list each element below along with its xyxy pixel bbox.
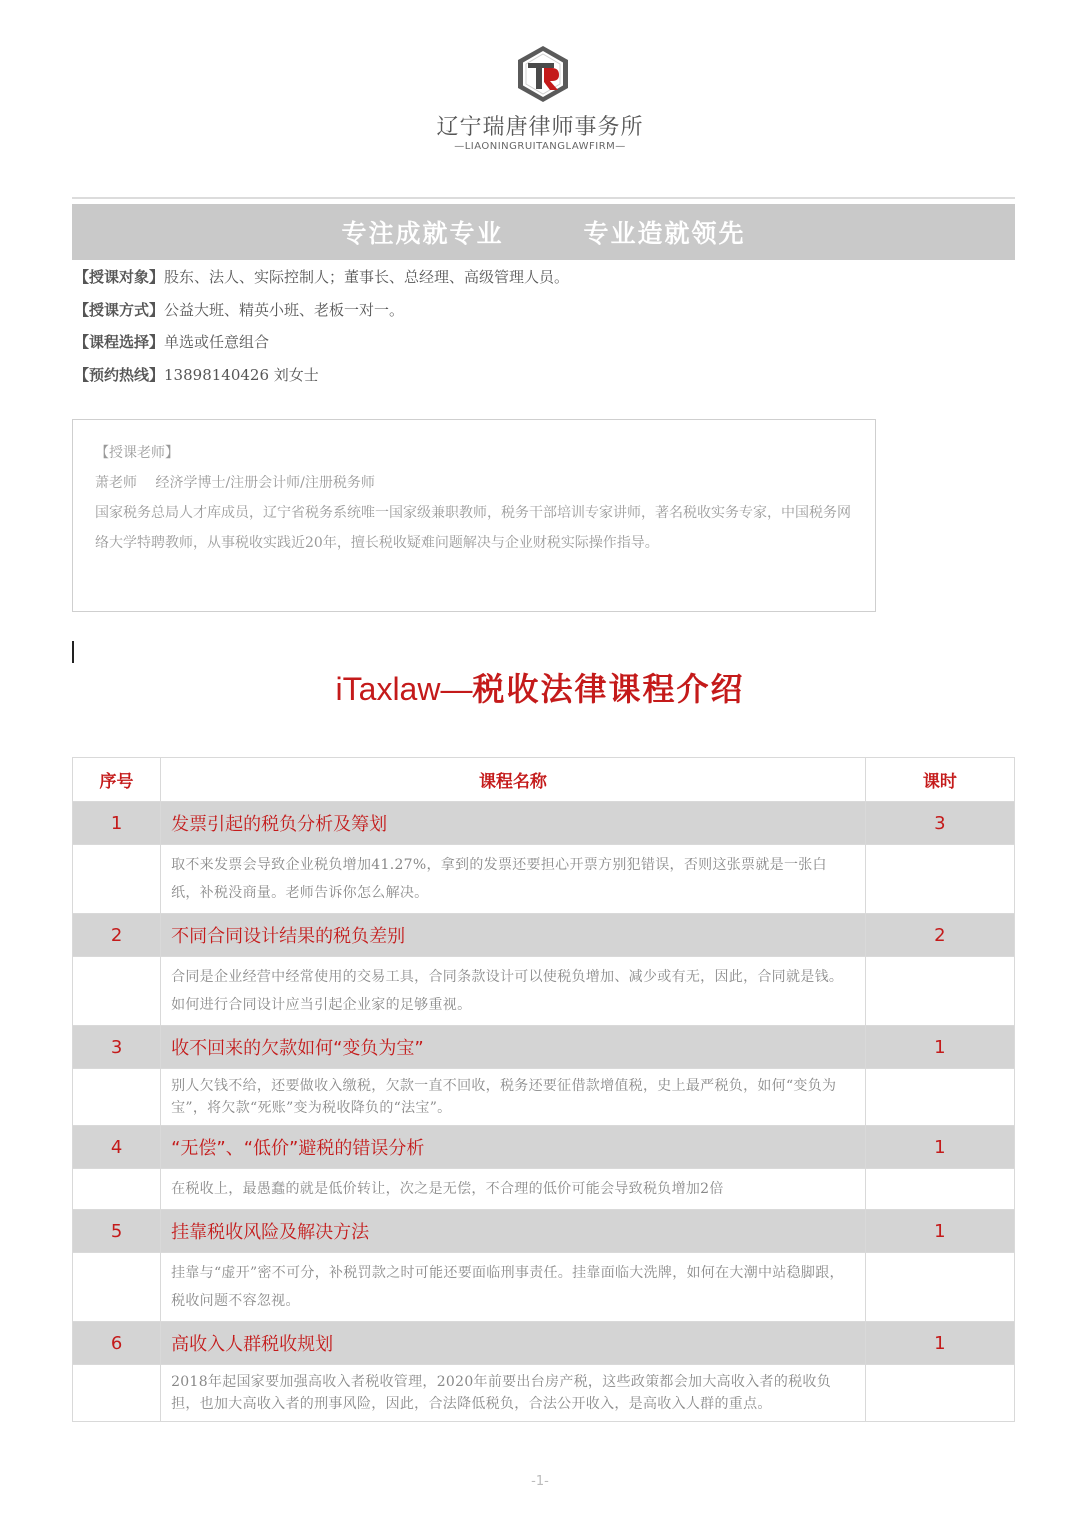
desc-empty-cell bbox=[865, 1253, 1014, 1322]
info-hotline bbox=[74, 362, 1014, 395]
info-label: 【课程选择】 bbox=[74, 333, 165, 351]
desc-empty-cell bbox=[73, 1169, 161, 1210]
desc-empty-cell bbox=[865, 957, 1014, 1026]
course-desc: 别人欠钱不给，还要做收入缴税，欠款一直不回收，税务还要征借款增值税，史上最严税负，如何“变负为宝”，将欠款“死账”变为税收降负的“法宝”。 bbox=[161, 1069, 866, 1126]
info-audience bbox=[74, 264, 1014, 297]
desc-empty-cell bbox=[865, 1365, 1014, 1422]
teacher-box bbox=[72, 419, 876, 612]
course-desc: 在税收上，最愚蠢的就是低价转让，次之是无偿，不合理的低价可能会导致税负增加2倍 bbox=[161, 1169, 866, 1210]
header-hours: 课时 bbox=[865, 758, 1014, 802]
course-name: 不同合同设计结果的税负差别 bbox=[161, 914, 866, 957]
course-name: 发票引起的税负分析及筹划 bbox=[161, 802, 866, 845]
slogan-left: 专注成就专业 bbox=[341, 219, 504, 248]
teacher-name-title: 萧老师 经济学博士/注册会计师/注册税务师 bbox=[95, 475, 375, 491]
table-row bbox=[73, 1126, 1015, 1169]
header-divider bbox=[72, 197, 1015, 199]
header-name: 课程名称 bbox=[161, 758, 866, 802]
teacher-heading: 【授课老师】 bbox=[95, 445, 179, 461]
table-desc-row bbox=[73, 1169, 1015, 1210]
info-value: 股东、法人、实际控制人；董事长、总经理、高级管理人员。 bbox=[164, 268, 570, 286]
course-hours: 2 bbox=[865, 914, 1014, 957]
firm-logo bbox=[514, 44, 572, 104]
table-desc-row bbox=[73, 1365, 1015, 1422]
course-name: 收不回来的欠款如何“变负为宝” bbox=[161, 1026, 866, 1069]
course-table bbox=[72, 757, 1015, 1422]
desc-empty-cell bbox=[73, 1365, 161, 1422]
course-hours: 1 bbox=[865, 1026, 1014, 1069]
course-desc: 合同是企业经营中经常使用的交易工具，合同条款设计可以使税负增加、减少或有无，因此，合同就是钱。如何进行合同设计应当引起企业家的足够重视。 bbox=[161, 957, 866, 1026]
course-desc: 取不来发票会导致企业税负增加41.27%，拿到的发票还要担心开票方别犯错误，否则这张票就是一张白纸，补税没商量。老师告诉你怎么解决。 bbox=[161, 845, 866, 914]
info-format bbox=[74, 297, 1014, 330]
table-header-row bbox=[73, 758, 1015, 802]
info-label: 【授课对象】 bbox=[74, 268, 165, 286]
course-desc: 挂靠与“虚开”密不可分，补税罚款之时可能还要面临刑事责任。挂靠面临大洗牌，如何在大潮中站稳脚跟，税收问题不容忽视。 bbox=[161, 1253, 866, 1322]
info-value: 单选或任意组合 bbox=[164, 333, 270, 351]
table-desc-row bbox=[73, 845, 1015, 914]
course-name: “无偿”、“低价”避税的错误分析 bbox=[161, 1126, 866, 1169]
course-info bbox=[74, 264, 1014, 394]
info-value: 13898140426 刘女士 bbox=[164, 365, 319, 384]
course-num: 1 bbox=[73, 802, 161, 845]
desc-empty-cell bbox=[73, 957, 161, 1026]
course-num: 3 bbox=[73, 1026, 161, 1069]
table-desc-row bbox=[73, 957, 1015, 1026]
svg-text:TR: TR bbox=[543, 102, 545, 103]
course-num: 4 bbox=[73, 1126, 161, 1169]
course-section-title bbox=[0, 664, 1080, 714]
course-num: 2 bbox=[73, 914, 161, 957]
desc-empty-cell bbox=[73, 845, 161, 914]
text-cursor bbox=[72, 641, 74, 663]
course-num: 5 bbox=[73, 1210, 161, 1253]
table-desc-row bbox=[73, 1253, 1015, 1322]
desc-empty-cell bbox=[73, 1253, 161, 1322]
info-label: 【预约热线】 bbox=[74, 365, 165, 384]
firm-name-cn: 辽宁瑞唐律师事务所 bbox=[436, 115, 644, 140]
course-name: 挂靠税收风险及解决方法 bbox=[161, 1210, 866, 1253]
info-value: 公益大班、精英小班、老板一对一。 bbox=[164, 300, 405, 319]
slogan-banner bbox=[72, 204, 1015, 260]
course-desc: 2018年起国家要加强高收入者税收管理，2020年前要出台房产税，这些政策都会加大高收入者的税收负担，也加大高收入者的刑事风险，因此，合法降低税负，合法公开收入，是高收入人群的重点。 bbox=[161, 1365, 866, 1422]
desc-empty-cell bbox=[865, 845, 1014, 914]
info-selection bbox=[74, 329, 1014, 362]
course-hours: 3 bbox=[865, 802, 1014, 845]
teacher-description: 国家税务总局人才库成员，辽宁省税务系统唯一国家级兼职教师，税务干部培训专家讲师，著名税收实务专家，中国税务网络大学特聘教师，从事税收实践近20年，擅长税收疑难问题解决与企业财税实际操作指导。 bbox=[95, 505, 851, 551]
page-number: -1- bbox=[531, 1474, 549, 1489]
table-row bbox=[73, 1322, 1015, 1365]
course-hours: 1 bbox=[865, 1126, 1014, 1169]
course-title-cn: 税收法律课程介绍 bbox=[472, 670, 745, 708]
course-hours: 1 bbox=[865, 1322, 1014, 1365]
course-title-brand: iTaxlaw— bbox=[335, 671, 473, 707]
course-name: 高收入人群税收规划 bbox=[161, 1322, 866, 1365]
slogan-right: 专业造就领先 bbox=[583, 219, 746, 248]
course-num: 6 bbox=[73, 1322, 161, 1365]
course-hours: 1 bbox=[865, 1210, 1014, 1253]
firm-name-en: —LIAONINGRUITANGLAWFIRM— bbox=[454, 141, 626, 152]
desc-empty-cell bbox=[865, 1069, 1014, 1126]
info-label: 【授课方式】 bbox=[74, 300, 165, 319]
table-desc-row bbox=[73, 1069, 1015, 1126]
table-row bbox=[73, 914, 1015, 957]
desc-empty-cell bbox=[73, 1069, 161, 1126]
header-num: 序号 bbox=[73, 758, 161, 802]
table-row bbox=[73, 1026, 1015, 1069]
desc-empty-cell bbox=[865, 1169, 1014, 1210]
table-row bbox=[73, 802, 1015, 845]
table-row bbox=[73, 1210, 1015, 1253]
